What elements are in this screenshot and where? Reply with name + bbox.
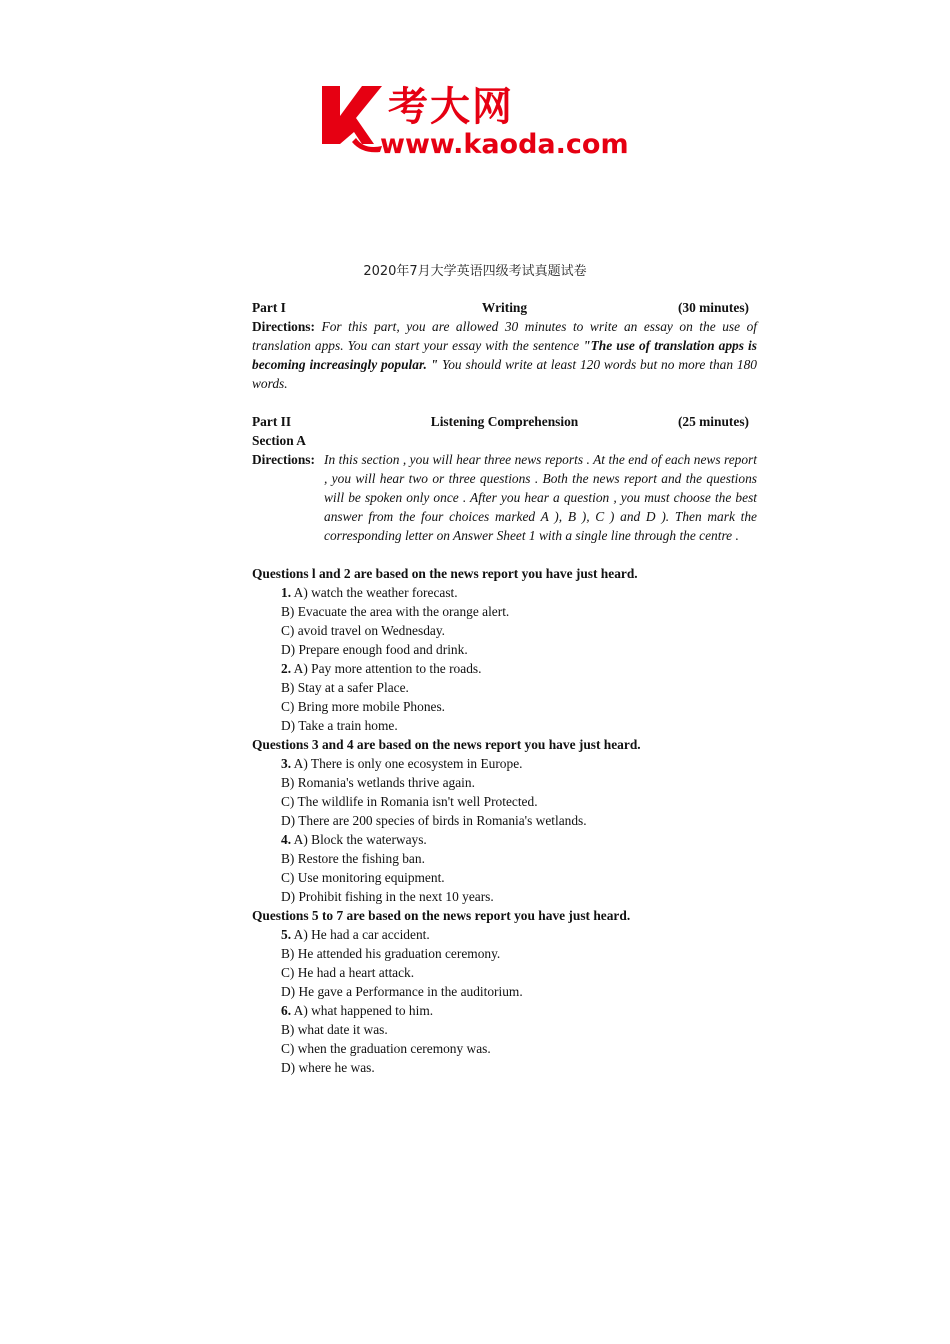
option-text: C) avoid travel on Wednesday. [281, 623, 446, 638]
question-number: 6. [281, 1003, 292, 1018]
answer-option [252, 697, 757, 716]
answer-option [252, 963, 757, 982]
part1-name: Writing [481, 300, 528, 315]
answer-option [252, 1001, 757, 1020]
part1-directions-text-a: For this part, you are allowed 30 minutes to write an essay on the use of translation apps. You can start your essay with the sentence [252, 319, 757, 353]
option-text: C) Bring more mobile Phones. [281, 699, 446, 714]
part1-directions-text-b: You should write at least 120 words but no more than 180 words. [252, 357, 757, 391]
answer-option [252, 1058, 757, 1077]
option-text: D) Take a train home. [281, 718, 398, 733]
part2-directions-label: Directions: [252, 452, 315, 467]
logo-url-text: www.kaoda.com [380, 129, 629, 160]
question-number: 1. [281, 585, 292, 600]
question-group-heading: Questions 5 to 7 are based on the news report you have just heard. [252, 908, 631, 923]
part2-directions-text: In this section , you will hear three news reports . At the end of each news report , you will hear two or three questions . Both the news report and the questions will be spoken only once . After you hear a question , you must choose the best answer from the four choices marked A ), B ), C ) and D ). Then mark the corresponding letter on Answer Sheet 1 with a single line through the centre . [324, 452, 757, 543]
answer-option [252, 640, 757, 659]
answer-option [252, 621, 757, 640]
answer-option [252, 944, 757, 963]
part1-label: Part I [252, 300, 286, 315]
option-text: B) Romania's wetlands thrive again. [281, 775, 475, 790]
kaoda-logo [318, 80, 648, 160]
part1-header [252, 298, 757, 317]
logo-cn-text: 考大网 [388, 84, 514, 130]
part1-directions-label: Directions: [252, 319, 315, 334]
answer-option [252, 849, 757, 868]
question-number: 2. [281, 661, 292, 676]
answer-option [252, 1020, 757, 1039]
answer-option [252, 868, 757, 887]
part2-header [252, 412, 757, 431]
option-text: B) Stay at a safer Place. [281, 680, 409, 695]
part1-directions [252, 317, 757, 393]
part2-label: Part II [252, 414, 292, 429]
answer-option [252, 925, 757, 944]
option-text: B) Restore the fishing ban. [281, 851, 425, 866]
question-group-heading: Questions l and 2 are based on the news report you have just heard. [252, 566, 638, 581]
part1-directions-quote: "The use of translation apps is becoming increasingly popular. " [252, 338, 757, 372]
question-number: 5. [281, 927, 292, 942]
question-group-heading: Questions 3 and 4 are based on the news report you have just heard. [252, 737, 641, 752]
option-text: B) He attended his graduation ceremony. [281, 946, 501, 961]
option-text: A) Pay more attention to the roads. [293, 661, 482, 676]
part1-duration: (30 minutes) [677, 300, 749, 315]
answer-option [252, 583, 757, 602]
part2-name: Listening Comprehension [430, 414, 579, 429]
option-text: A) watch the weather forecast. [293, 585, 458, 600]
option-text: D) He gave a Performance in the auditorium. [281, 984, 523, 999]
option-text: D) Prohibit fishing in the next 10 years. [281, 889, 494, 904]
question-number: 3. [281, 756, 292, 771]
part2-directions [252, 450, 757, 545]
answer-option [252, 887, 757, 906]
option-text: A) He had a car accident. [293, 927, 430, 942]
answer-option [252, 659, 757, 678]
option-text: B) what date it was. [281, 1022, 388, 1037]
option-text: C) when the graduation ceremony was. [281, 1041, 491, 1056]
question-groups [252, 564, 757, 1077]
answer-option [252, 792, 757, 811]
answer-option [252, 811, 757, 830]
section-a-label: Section A [252, 433, 306, 448]
answer-option [252, 602, 757, 621]
option-text: D) where he was. [281, 1060, 375, 1075]
option-text: C) He had a heart attack. [281, 965, 415, 980]
answer-option [252, 754, 757, 773]
answer-option [252, 830, 757, 849]
option-text: D) Prepare enough food and drink. [281, 642, 468, 657]
option-text: C) Use monitoring equipment. [281, 870, 445, 885]
option-text: C) The wildlife in Romania isn't well Protected. [281, 794, 538, 809]
option-text: B) Evacuate the area with the orange alert. [281, 604, 510, 619]
exam-content [252, 298, 757, 1077]
option-text: D) There are 200 species of birds in Romania's wetlands. [281, 813, 587, 828]
document-title: 2020年7月大学英语四级考试真题试卷 [363, 264, 587, 279]
answer-option [252, 678, 757, 697]
question-number: 4. [281, 832, 292, 847]
option-text: A) Block the waterways. [293, 832, 427, 847]
answer-option [252, 773, 757, 792]
option-text: A) There is only one ecosystem in Europe. [293, 756, 523, 771]
part2-duration: (25 minutes) [677, 414, 749, 429]
answer-option [252, 1039, 757, 1058]
answer-option [252, 716, 757, 735]
answer-option [252, 982, 757, 1001]
option-text: A) what happened to him. [293, 1003, 434, 1018]
